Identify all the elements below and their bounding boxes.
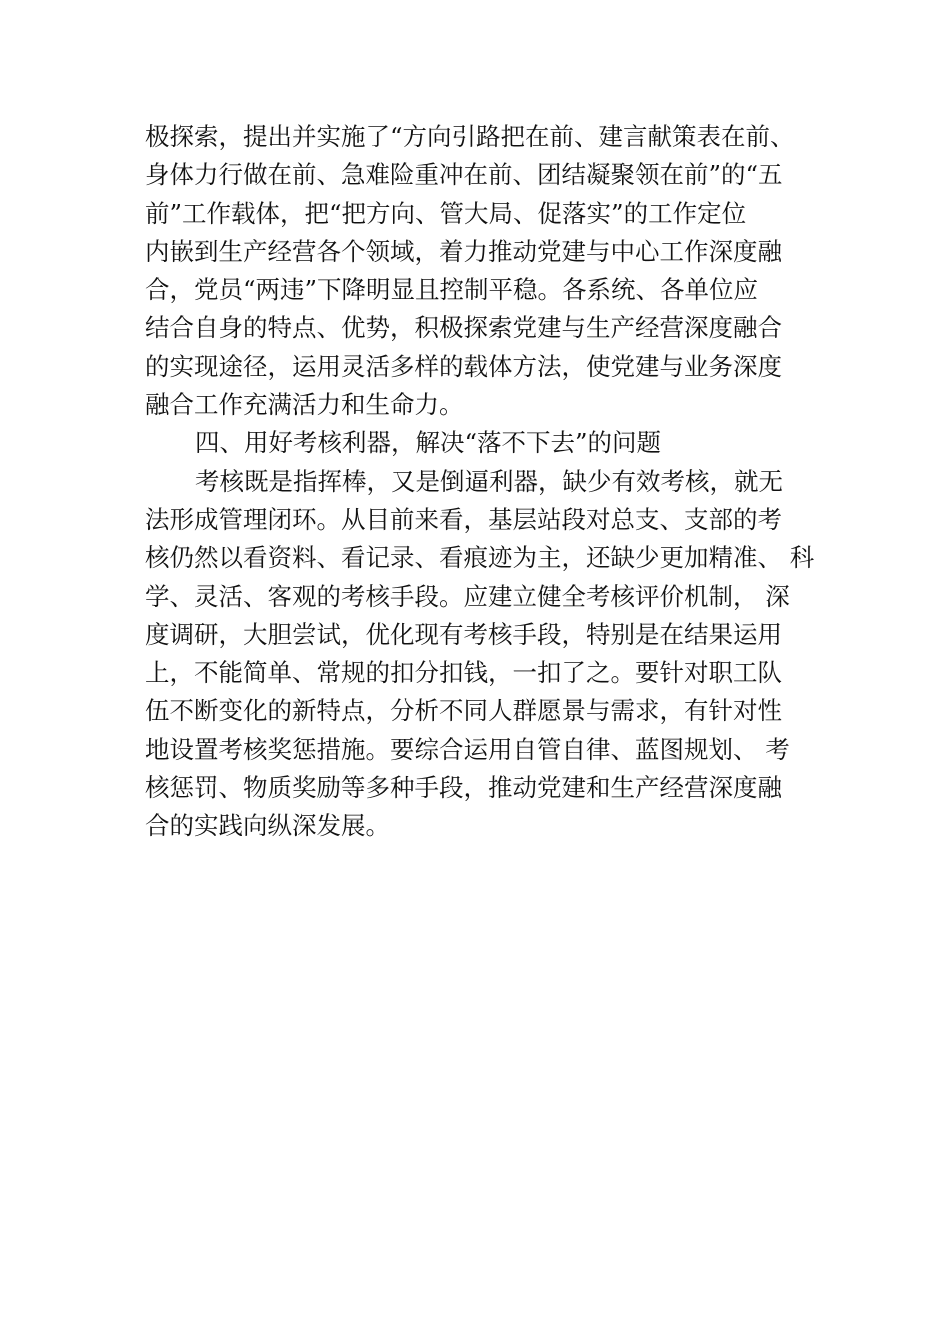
- text-line: 融合工作充满活力和生命力。: [145, 390, 464, 420]
- text-line: 学、灵活、客观的考核手段。应建立健全考核评价机制， 深: [145, 581, 790, 611]
- body-text: [145, 118, 825, 846]
- text-line: 极探索，提出并实施了“方向引路把在前、建言献策表在前、: [145, 122, 795, 151]
- text-line: 合，党员“两违”下降明显且控制平稳。各系统、各单位应: [145, 275, 759, 305]
- text-line: 度调研，大胆尝试，优化现有考核手段，特别是在结果运用: [145, 619, 782, 649]
- text-line: 核惩罚、物质奖励等多种手段，推动党建和生产经营深度融: [145, 773, 782, 803]
- text-line: 的实现途径，运用灵活多样的载体方法，使党建与业务深度: [145, 351, 782, 381]
- text-line: 核仍然以看资料、看记录、看痕迹为主，还缺少更加精准、 科: [145, 543, 815, 573]
- text-line: 合的实践向纵深发展。: [145, 811, 390, 841]
- section-heading: 四、用好考核利器，解决“落不下去”的问题: [195, 428, 662, 458]
- text-line: 法形成管理闭环。从目前来看，基层站段对总支、支部的考: [145, 504, 782, 534]
- text-line: 结合自身的特点、优势，积极探索党建与生产经营深度融合: [145, 313, 782, 343]
- text-line: 身体力行做在前、急难险重冲在前、团结凝聚领在前”的“五: [145, 160, 783, 190]
- text-line: 内嵌到生产经营各个领域，着力推动党建与中心工作深度融: [145, 236, 782, 266]
- text-line: 前”工作载体，把“把方向、管大局、促落实”的工作定位: [145, 198, 747, 228]
- text-line: 地设置考核奖惩措施。要综合运用自管自律、蓝图规划、 考: [145, 734, 790, 764]
- text-line: 上，不能简单、常规的扣分扣钱，一扣了之。要针对职工队: [145, 658, 782, 688]
- text-line: 考核既是指挥棒，又是倒逼利器，缺少有效考核，就无: [195, 466, 783, 496]
- text-line: 伍不断变化的新特点，分析不同人群愿景与需求，有针对性: [145, 696, 782, 726]
